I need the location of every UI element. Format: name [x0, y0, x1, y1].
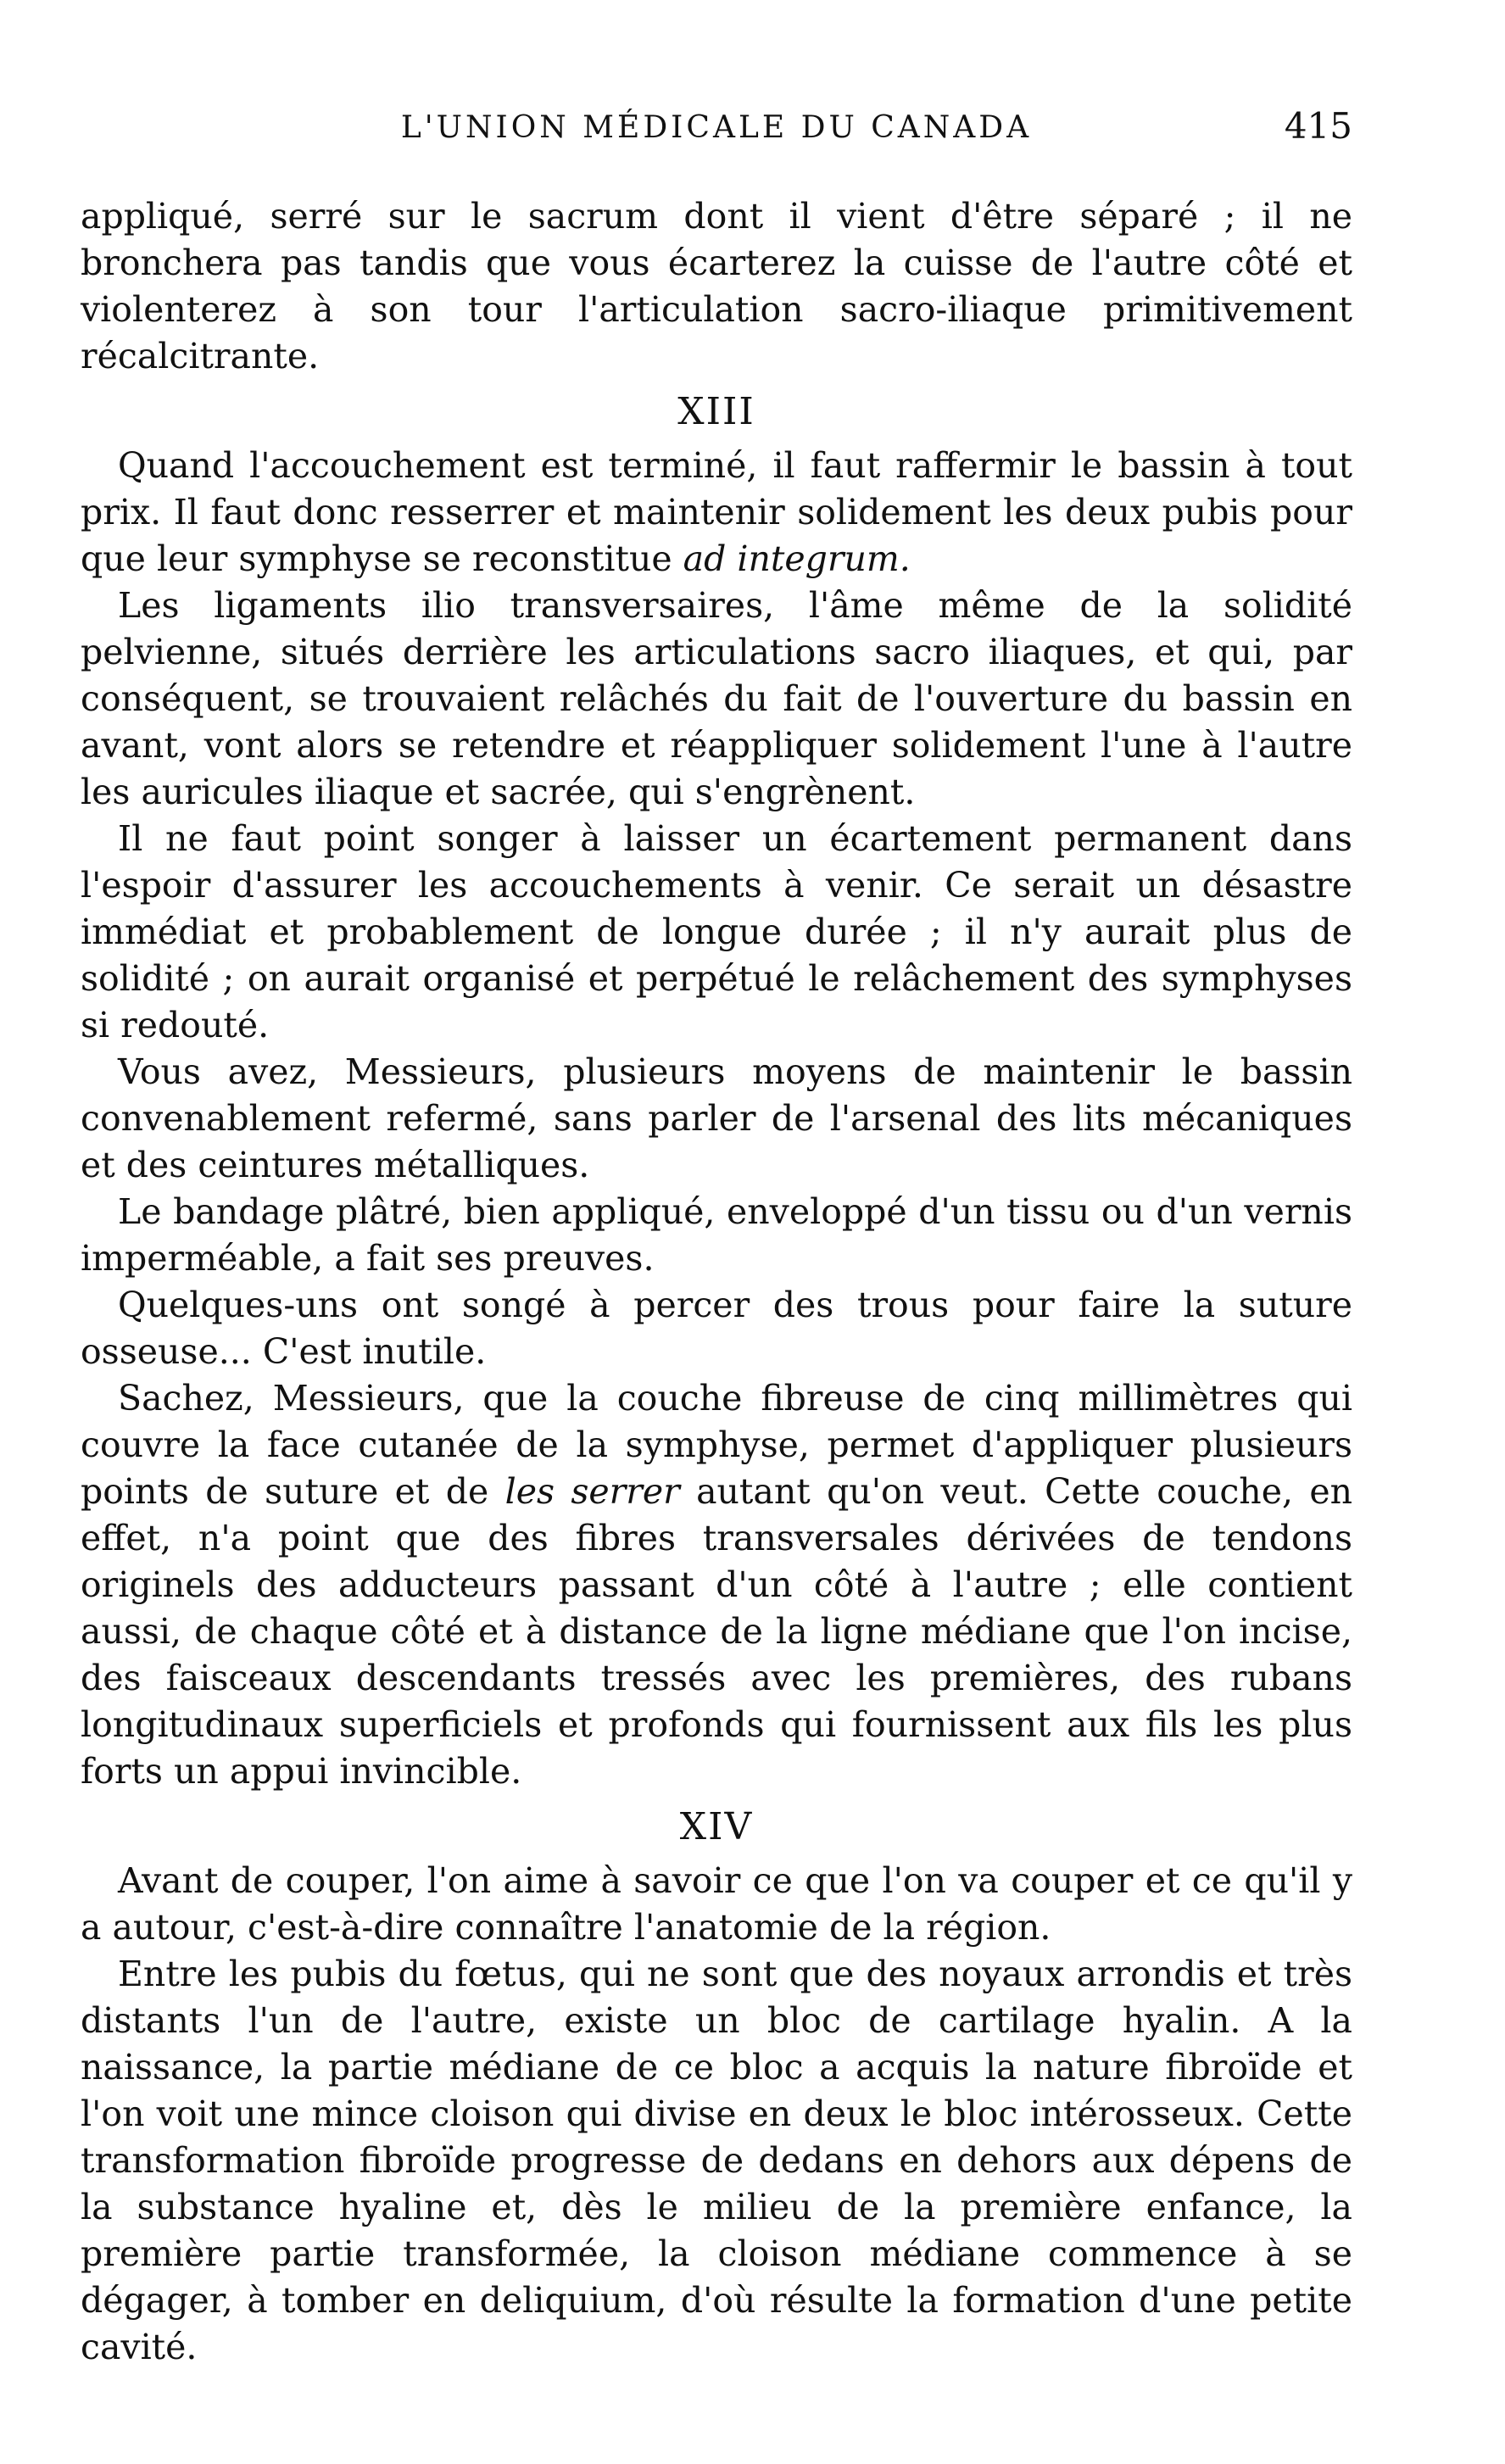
page-number: 415: [1284, 105, 1352, 147]
paragraph: Avant de couper, l'on aime à savoir ce que l'on va couper et ce qu'il y a autour, c'est-à-dire connaître l'anatomie de la région.: [81, 1860, 1352, 1948]
paragraph: [81, 1375, 1352, 1795]
italic-phrase: ad integrum.: [683, 538, 911, 579]
body-text: [81, 193, 1352, 2371]
running-title: L'UNION MÉDICALE DU CANADA: [400, 110, 1033, 145]
italic-phrase: les serrer: [504, 1471, 680, 1512]
paragraph: Quelques-uns ont songé à percer des trous pour faire la suture osseuse... C'est inutile.: [81, 1285, 1352, 1372]
paragraph: Vous avez, Messieurs, plusieurs moyens de maintenir le bassin convenablement refermé, sans parler de l'arsenal des lits mécaniques et des ceintures métalliques.: [81, 1051, 1352, 1185]
paragraph-text: Sachez, Messieurs, que la couche fibreuse de cinq millimètres qui couvre la face cutanée de la symphyse, permet d'appliquer plusieurs points de suture et de: [81, 1378, 1352, 1512]
section-heading-xiii: XIII: [677, 390, 755, 433]
paragraph-continued: appliqué, serré sur le sacrum dont il vient d'être séparé ; il ne bronchera pas tandis que vous écarterez la cuisse de l'autre côté et violenterez à son tour l'articulation sacro-iliaque primitivement récalcitrante.: [81, 196, 1352, 376]
paragraph: Le bandage plâtré, bien appliqué, enveloppé d'un tissu ou d'un vernis imperméable, a fait ses preuves.: [81, 1191, 1352, 1279]
section-heading-xiv: XIV: [679, 1805, 754, 1848]
paragraph-text: Quand l'accouchement est terminé, il faut raffermir le bassin à tout prix. Il faut donc resserrer et maintenir solidement les deux pubis pour que leur symphyse se reconstitue: [81, 445, 1352, 579]
paragraph: Entre les pubis du fœtus, qui ne sont que des noyaux arrondis et très distants l'un de l'autre, existe un bloc de cartilage hyalin. A la naissance, la partie médiane de ce bloc a acquis la nature fibroïde et l'on voit une mince cloison qui divise en deux le bloc intérosseux. Cette transformation fibroïde progresse de dedans en dehors aux dépens de la substance hyaline et, dès le milieu de la première enfance, la première partie transformée, la cloison médiane commence à se dégager, à tomber en deliquium, d'où résulte la formation d'une petite cavité.: [81, 1954, 1352, 2367]
running-head: [81, 105, 1352, 170]
paragraph: [81, 443, 1352, 583]
paragraph-text: autant qu'on veut. Cette couche, en effet, n'a point que des fibres transversales dérivées de tendons originels des adducteurs passant d'un côté à l'autre ; elle contient aussi, de chaque côté et à distance de la ligne médiane que l'on incise, des faisceaux descendants tressés avec les premières, des rubans longitudinaux superficiels et profonds qui fournissent aux fils les plus forts un appui invincible.: [81, 1471, 1352, 1792]
book-page: [81, 105, 1352, 2371]
paragraph: Il ne faut point songer à laisser un écartement permanent dans l'espoir d'assurer les accouchements à venir. Ce serait un désastre immédiat et probablement de longue durée ; il n'y aurait plus de solidité ; on aurait organisé et perpétué le relâchement des symphyses si redouté.: [81, 818, 1352, 1045]
paragraph: Les ligaments ilio transversaires, l'âme même de la solidité pelvienne, situés derrière les articulations sacro iliaques, et qui, par conséquent, se trouvaient relâchés du fait de l'ouverture du bassin en avant, vont alors se retendre et réappliquer solidement l'une à l'autre les auricules iliaque et sacrée, qui s'engrènent.: [81, 585, 1352, 812]
